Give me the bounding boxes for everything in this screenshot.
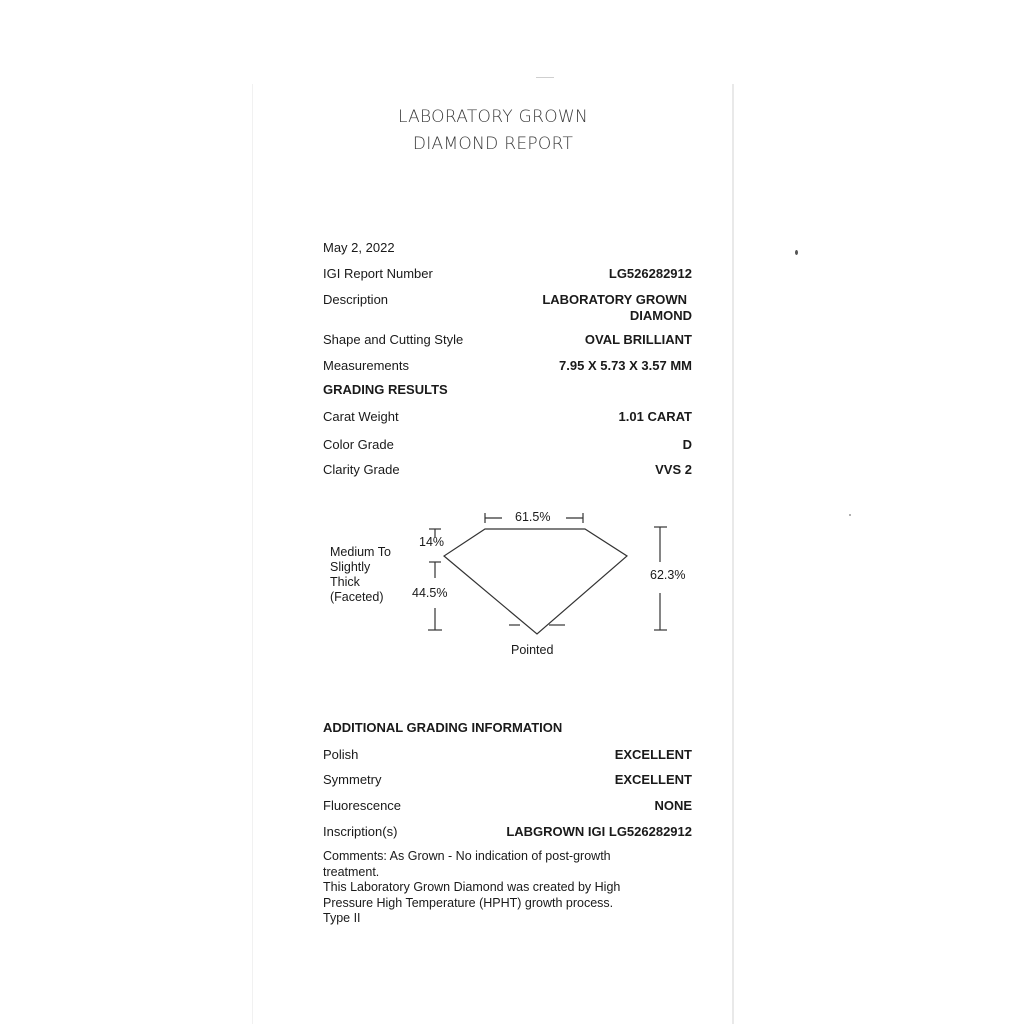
scan-speck <box>795 250 798 255</box>
polish-value: EXCELLENT <box>614 747 692 762</box>
carat-label: Carat Weight <box>323 409 399 424</box>
report-date: May 2, 2022 <box>323 240 395 255</box>
girdle-label-line1: Medium To <box>330 545 391 559</box>
measurements-row <box>323 358 692 376</box>
fluorescence-value: NONE <box>654 798 692 813</box>
clarity-row <box>323 462 692 480</box>
measurements-value: 7.95 X 5.73 X 3.57 MM <box>559 358 692 373</box>
symmetry-label: Symmetry <box>323 772 382 787</box>
grading-results-heading: GRADING RESULTS <box>323 382 448 397</box>
pavilion-percent-label: 44.5% <box>412 586 448 600</box>
culet-label: Pointed <box>511 643 554 657</box>
girdle-label-line2: Slightly <box>330 560 371 574</box>
carat-value: 1.01 CARAT <box>618 409 692 424</box>
report-title-line1: LABORATORY GROWN <box>397 107 589 127</box>
measurements-label: Measurements <box>323 358 409 373</box>
clarity-label: Clarity Grade <box>323 462 400 477</box>
crown-percent-label: 14% <box>419 535 445 549</box>
polish-row <box>323 747 692 765</box>
additional-info-heading: ADDITIONAL GRADING INFORMATION <box>323 720 563 735</box>
polish-label: Polish <box>323 747 359 762</box>
carat-row <box>323 409 692 427</box>
symmetry-value: EXCELLENT <box>614 772 692 787</box>
comments-line3: This Laboratory Grown Diamond was created by High <box>323 880 621 894</box>
color-label: Color Grade <box>323 437 394 452</box>
description-row <box>323 292 692 326</box>
report-title-line2: DIAMOND REPORT <box>412 134 574 154</box>
clarity-value: VVS 2 <box>655 462 692 477</box>
color-value: D <box>682 437 692 452</box>
page-edge-right <box>732 84 734 1024</box>
page-edge-left <box>252 84 253 1024</box>
comments-line5: Type II <box>323 911 361 925</box>
inscription-row <box>323 824 692 842</box>
inscription-label: Inscription(s) <box>323 824 398 839</box>
comments-line1: Comments: As Grown - No indication of post-growth <box>323 849 611 863</box>
scan-mark <box>536 77 554 78</box>
fluorescence-row <box>323 798 692 816</box>
color-row <box>323 437 692 455</box>
inscription-value: LABGROWN IGI LG526282912 <box>506 824 692 839</box>
comments-line2: treatment. <box>323 864 380 879</box>
symmetry-row <box>323 772 692 790</box>
report-number-label: IGI Report Number <box>323 266 433 281</box>
scan-speck <box>849 514 851 516</box>
report-number-value: LG526282912 <box>608 266 692 281</box>
shape-label: Shape and Cutting Style <box>323 332 464 347</box>
description-label: Description <box>323 292 389 307</box>
diamond-profile-outline <box>444 529 627 634</box>
table-percent-label: 61.5% <box>515 510 551 524</box>
girdle-label <box>330 545 391 605</box>
report-number-row <box>323 266 692 284</box>
fluorescence-label: Fluorescence <box>323 798 402 813</box>
shape-row <box>323 332 692 350</box>
comments-line4: Pressure High Temperature (HPHT) growth process. <box>323 895 614 910</box>
comments-block <box>323 849 683 927</box>
description-value-line1: LABORATORY GROWN <box>542 292 687 307</box>
girdle-label-line3: Thick <box>330 575 360 589</box>
girdle-label-line4: (Faceted) <box>330 590 384 604</box>
shape-value: OVAL BRILLIANT <box>584 332 692 347</box>
total-depth-label: 62.3% <box>650 568 686 582</box>
description-value-line2: DIAMOND <box>629 308 692 323</box>
